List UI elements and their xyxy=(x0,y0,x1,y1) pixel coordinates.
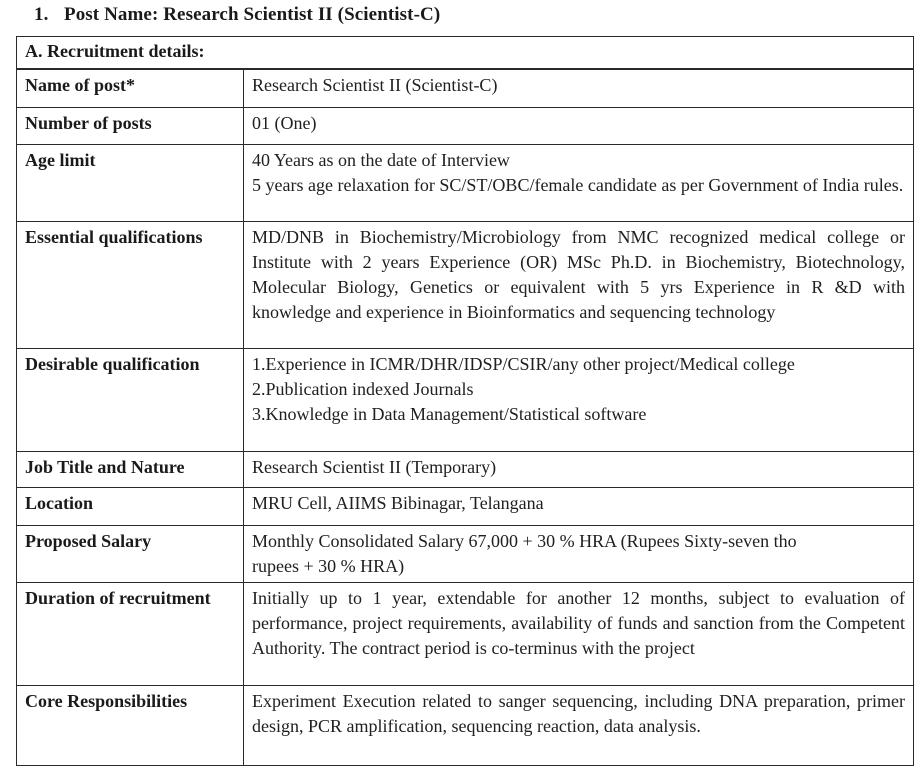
value-line: 1.Experience in ICMR/DHR/IDSP/CSIR/any other project/Medical college xyxy=(252,353,795,374)
table-row xyxy=(17,348,914,451)
row-label-location: Location xyxy=(17,487,244,525)
row-label-desirable-qualification: Desirable qualification xyxy=(17,348,244,451)
post-heading xyxy=(34,4,440,26)
row-label-proposed-salary: Proposed Salary xyxy=(17,525,244,582)
value-line: MRU Cell, AIIMS Bibinagar, Telangana xyxy=(252,492,544,513)
row-label-essential-qualifications: Essential qualifications xyxy=(17,221,244,348)
table-row xyxy=(17,144,914,221)
recruitment-table xyxy=(16,36,914,766)
post-title: Post Name: Research Scientist II (Scientist-C) xyxy=(64,4,441,25)
post-number: 1. xyxy=(34,4,49,25)
table-row xyxy=(17,221,914,348)
row-label-number-of-posts: Number of posts xyxy=(17,107,244,144)
table-row xyxy=(17,685,914,765)
row-value-location xyxy=(244,487,914,525)
table-row xyxy=(17,451,914,487)
table-row xyxy=(17,582,914,685)
row-value-proposed-salary xyxy=(244,525,914,582)
row-label-name-of-post: Name of post* xyxy=(17,69,244,107)
value-line: Research Scientist II (Scientist-C) xyxy=(252,75,498,95)
value-line: 40 Years as on the date of Interview xyxy=(252,149,510,170)
row-value-job-title xyxy=(244,451,914,487)
value-line: Research Scientist II (Temporary) xyxy=(252,456,497,477)
section-title: A. Recruitment details: xyxy=(17,37,914,70)
value-line: rupees + 30 % HRA) xyxy=(252,555,405,576)
section-header-row xyxy=(17,37,914,70)
value-line: 3.Knowledge in Data Management/Statistical software xyxy=(252,403,647,424)
row-value-essential-qualifications xyxy=(244,221,914,348)
row-value-desirable-qualification xyxy=(244,348,914,451)
row-value-name-of-post xyxy=(244,69,914,107)
value-line: MD/DNB in Biochemistry/Microbiology from NMC recognized medical college or Institute with 2 years Experience (OR) MSc Ph.D. in Biochemistry, Biotechnology, Molecular Biology, Genetics or equivalent with 5 yrs Experience in R &D with knowledge and experience in Bioinformatics and sequencing technology xyxy=(252,226,905,322)
row-label-duration: Duration of recruitment xyxy=(17,582,244,685)
value-line: Monthly Consolidated Salary 67,000 + 30 % HRA (Rupees Sixty-seven tho xyxy=(252,530,797,551)
row-value-core-responsibilities xyxy=(244,685,914,765)
row-value-age-limit xyxy=(244,144,914,221)
value-line: Experiment Execution related to sanger sequencing, including DNA preparation, primer design, PCR amplification, sequencing reaction, data analysis. xyxy=(252,690,905,736)
table-row xyxy=(17,107,914,144)
row-label-core-responsibilities: Core Responsibilities xyxy=(17,685,244,765)
row-value-duration xyxy=(244,582,914,685)
table-row xyxy=(17,487,914,525)
table-row xyxy=(17,525,914,582)
value-line: Initially up to 1 year, extendable for another 12 months, subject to evaluation of performance, project requirements, availability of funds and sanction from the Competent Authority. The contract period is co-terminus with the project xyxy=(252,587,905,658)
table-row xyxy=(17,69,914,107)
row-label-age-limit: Age limit xyxy=(17,144,244,221)
value-line: 01 (One) xyxy=(252,112,317,133)
value-line: 2.Publication indexed Journals xyxy=(252,378,474,399)
row-label-job-title: Job Title and Nature xyxy=(17,451,244,487)
row-value-number-of-posts xyxy=(244,107,914,144)
value-line: 5 years age relaxation for SC/ST/OBC/female candidate as per Government of India rules. xyxy=(252,174,904,195)
